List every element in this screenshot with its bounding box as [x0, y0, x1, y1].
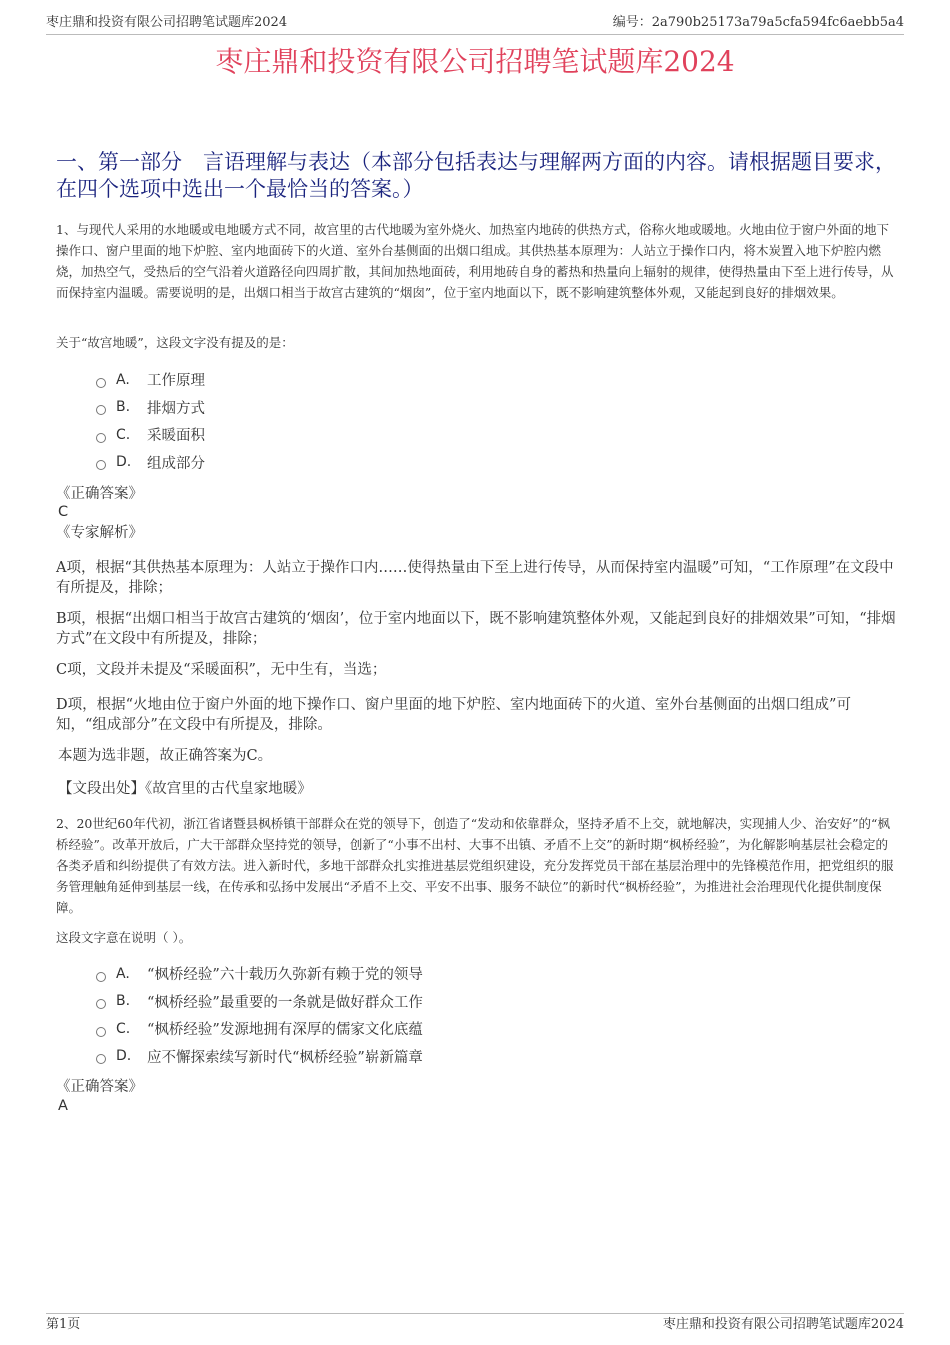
q1-analysis-d: D项，根据“火地由位于窗户外面的地下操作口、窗户里面的地下炉腔、室内地面砖下的火道、室外台基侧面的出烟口组成”可知，“组成部分”在文段中有所提及，排除。 [56, 697, 851, 733]
q2-option-d[interactable] [96, 1043, 423, 1071]
q1-option-b[interactable] [96, 394, 205, 422]
option-label: D. [116, 1048, 132, 1065]
radio-icon[interactable] [96, 1054, 106, 1064]
q2-question: 这段文字意在说明（ ）。 [56, 930, 192, 945]
option-label: D. [116, 454, 132, 471]
page-footer [46, 1313, 904, 1336]
option-label: C. [116, 1020, 131, 1037]
q1-question: 关于“故宫地暖”，这段文字没有提及的是： [56, 335, 294, 350]
radio-icon[interactable] [96, 1027, 106, 1037]
option-text: “枫桥经验”发源地拥有深厚的儒家文化底蕴 [147, 1022, 423, 1039]
page-header [46, 14, 904, 35]
q1-answer: C [58, 504, 69, 520]
option-label: B. [116, 399, 131, 416]
q2-answer: A [58, 1098, 68, 1114]
footer-page-number: 第1页 [46, 1317, 81, 1332]
section-title: 一、第一部分 言语理解与表达（本部分包括表达与理解两方面的内容。请根据题目要求，在四个选项中选出一个最恰当的答案。） [56, 150, 896, 201]
q2-options [96, 960, 423, 1070]
header-doc-id: 编号：2a790b25173a79a5cfa594fc6aebb5a4 [612, 15, 904, 30]
header-doc-title: 枣庄鼎和投资有限公司招聘笔试题库2024 [46, 15, 288, 30]
option-label: C. [116, 426, 131, 443]
q1-analysis-c: C项，文段并未提及“采暖面积”，无中生有，当选； [56, 662, 387, 678]
q1-analysis-heading: 《专家解析》 [56, 525, 143, 541]
option-text: “枫桥经验”六十载历久弥新有赖于党的领导 [147, 967, 423, 984]
q1-analysis-b: B项，根据“出烟口相当于故宫古建筑的‘烟囱’，位于室内地面以下，既不影响建筑整体外观，又能起到良好的排烟效果”可知，“排烟方式”在文段中有所提及，排除； [56, 611, 896, 647]
footer-doc-title: 枣庄鼎和投资有限公司招聘笔试题库2024 [662, 1317, 904, 1332]
radio-icon[interactable] [96, 460, 106, 470]
q1-option-a[interactable] [96, 366, 205, 394]
option-text: 采暖面积 [147, 428, 205, 445]
radio-icon[interactable] [96, 405, 106, 415]
q1-source: 【文段出处】《故宫里的古代皇家地暖》 [58, 781, 312, 797]
q1-analysis-conclusion: 本题为选非题，故正确答案为C。 [58, 748, 273, 764]
option-text: 工作原理 [147, 373, 205, 390]
q1-answer-heading: 《正确答案》 [56, 486, 143, 502]
option-label: A. [116, 965, 130, 982]
q2-passage: 2、20世纪60年代初，浙江省诸暨县枫桥镇干部群众在党的领导下，创造了“发动和依靠群众，坚持矛盾不上交，就地解决，实现捕人少、治安好”的“枫桥经验”。改革开放后，广大干部群众坚持党的领导，创新了“小事不出村、大事不出镇、矛盾不上交”的新时期“枫桥经验”，为化解影响基层社会稳定的各类矛盾和纠纷提供了有效方法。进入新时代，多地干部群众扎实推进基层党组织建设，充分发挥党员干部在基层治理中的先锋模范作用，把党组织的服务管理触角延伸到基层一线，在传承和弘扬中发展出“矛盾不上交、平安不出事、服务不缺位”的新时代“枫桥经验”，为推进社会治理现代化提供制度保障。 [56, 816, 894, 915]
option-text: 组成部分 [147, 455, 205, 472]
q2-answer-heading: 《正确答案》 [56, 1079, 143, 1095]
q2-option-a[interactable] [96, 960, 423, 988]
radio-icon[interactable] [96, 378, 106, 388]
radio-icon[interactable] [96, 972, 106, 982]
q2-option-c[interactable] [96, 1015, 423, 1043]
page-title: 枣庄鼎和投资有限公司招聘笔试题库2024 [215, 45, 735, 78]
q2-option-b[interactable] [96, 988, 423, 1016]
option-label: A. [116, 371, 130, 388]
q1-analysis-a: A项，根据“其供热基本原理为：人站立于操作口内……使得热量由下至上进行传导，从而保持室内温暖”可知，“工作原理”在文段中有所提及，排除； [56, 560, 894, 596]
option-text: “枫桥经验”最重要的一条就是做好群众工作 [147, 994, 423, 1011]
q1-options [96, 366, 205, 476]
option-label: B. [116, 993, 131, 1010]
q1-passage: 1、与现代人采用的水地暖或电地暖方式不同，故宫里的古代地暖为室外烧火、加热室内地砖的供热方式，俗称火地或暖地。火地由位于窗户外面的地下操作口、窗户里面的地下炉腔、室内地面砖下的火道、室外台基侧面的出烟口组成。其供热基本原理为：人站立于操作口内，将木炭置入地下炉腔内燃烧，加热空气，受热后的空气沿着火道路径向四周扩散，其间加热地面砖，利用地砖自身的蓄热和热量向上辐射的规律，使得热量由下至上进行传导，从而保持室内温暖。需要说明的是，出烟口相当于故宫古建筑的“烟囱”，位于室内地面以下，既不影响建筑整体外观，又能起到良好的排烟效果。 [56, 222, 894, 300]
radio-icon[interactable] [96, 433, 106, 443]
q1-option-d[interactable] [96, 449, 205, 477]
option-text: 应不懈探索续写新时代“枫桥经验”崭新篇章 [147, 1049, 423, 1066]
option-text: 排烟方式 [147, 400, 205, 417]
radio-icon[interactable] [96, 999, 106, 1009]
q1-option-c[interactable] [96, 421, 205, 449]
